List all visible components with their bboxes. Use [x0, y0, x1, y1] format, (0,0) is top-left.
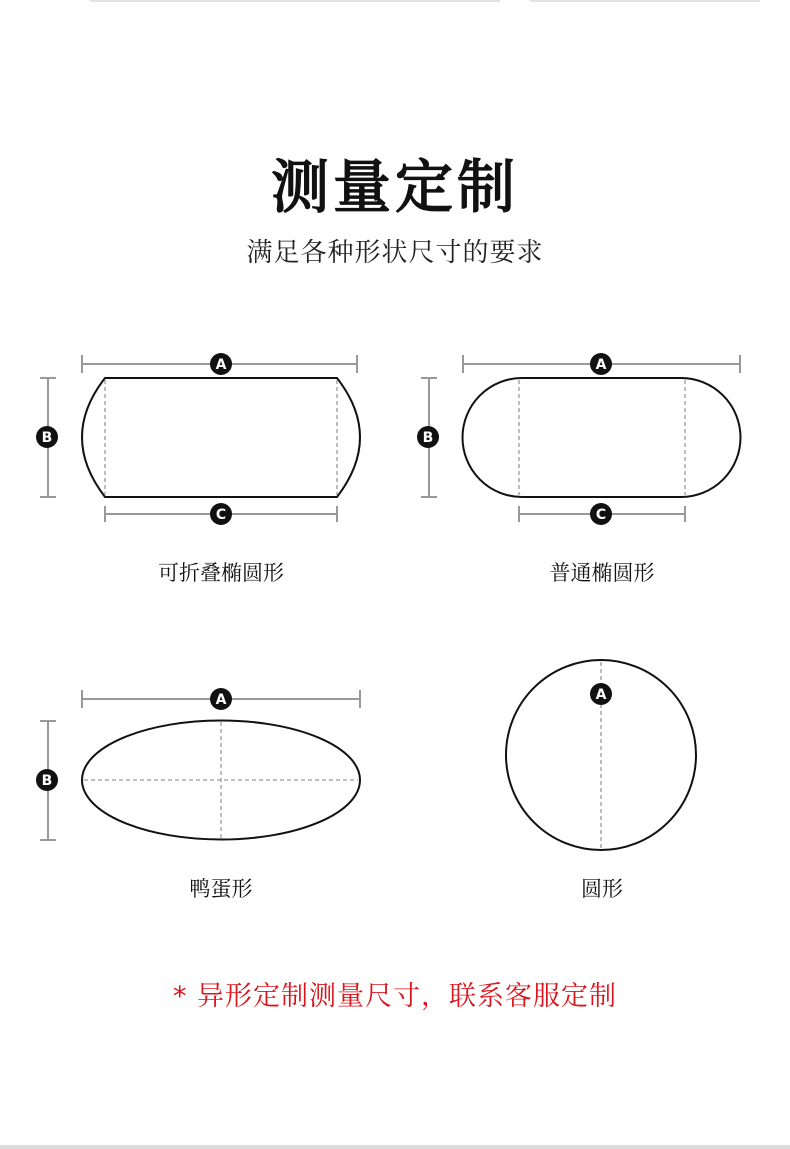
marker-a	[590, 683, 612, 705]
marker-c	[590, 503, 612, 525]
marker-a	[210, 353, 232, 375]
marker-c	[210, 503, 232, 525]
svg-text:A: A	[215, 692, 227, 708]
label-regular-oval: 普通椭圆形	[549, 561, 655, 585]
page-title: 测量定制	[270, 153, 519, 221]
label-foldable-oval: 可折叠椭圆形	[158, 561, 284, 585]
marker-a	[590, 353, 612, 375]
svg-text:B: B	[41, 773, 53, 789]
shape-regular-oval	[417, 353, 741, 525]
svg-text:C: C	[215, 507, 227, 523]
shape-circle	[506, 660, 696, 850]
marker-b	[36, 769, 58, 791]
marker-b	[417, 426, 439, 448]
svg-text:A: A	[595, 687, 607, 703]
svg-text:C: C	[595, 507, 607, 523]
foldable-oval-outline	[82, 378, 360, 497]
svg-text:B: B	[41, 430, 53, 446]
page-subtitle: 满足各种形状尺寸的要求	[246, 238, 544, 268]
svg-text:B: B	[422, 430, 434, 446]
custom-shape-note: * 异形定制测量尺寸，联系客服定制	[172, 981, 618, 1012]
marker-a	[210, 688, 232, 710]
marker-b	[36, 426, 58, 448]
label-circle: 圆形	[581, 877, 623, 901]
regular-oval-outline	[463, 378, 741, 497]
shape-egg	[36, 688, 360, 840]
svg-text:A: A	[595, 357, 607, 373]
bottom-divider	[0, 1145, 790, 1149]
svg-text:A: A	[215, 357, 227, 373]
shape-foldable-oval	[36, 353, 360, 525]
label-egg: 鸭蛋形	[189, 877, 253, 901]
